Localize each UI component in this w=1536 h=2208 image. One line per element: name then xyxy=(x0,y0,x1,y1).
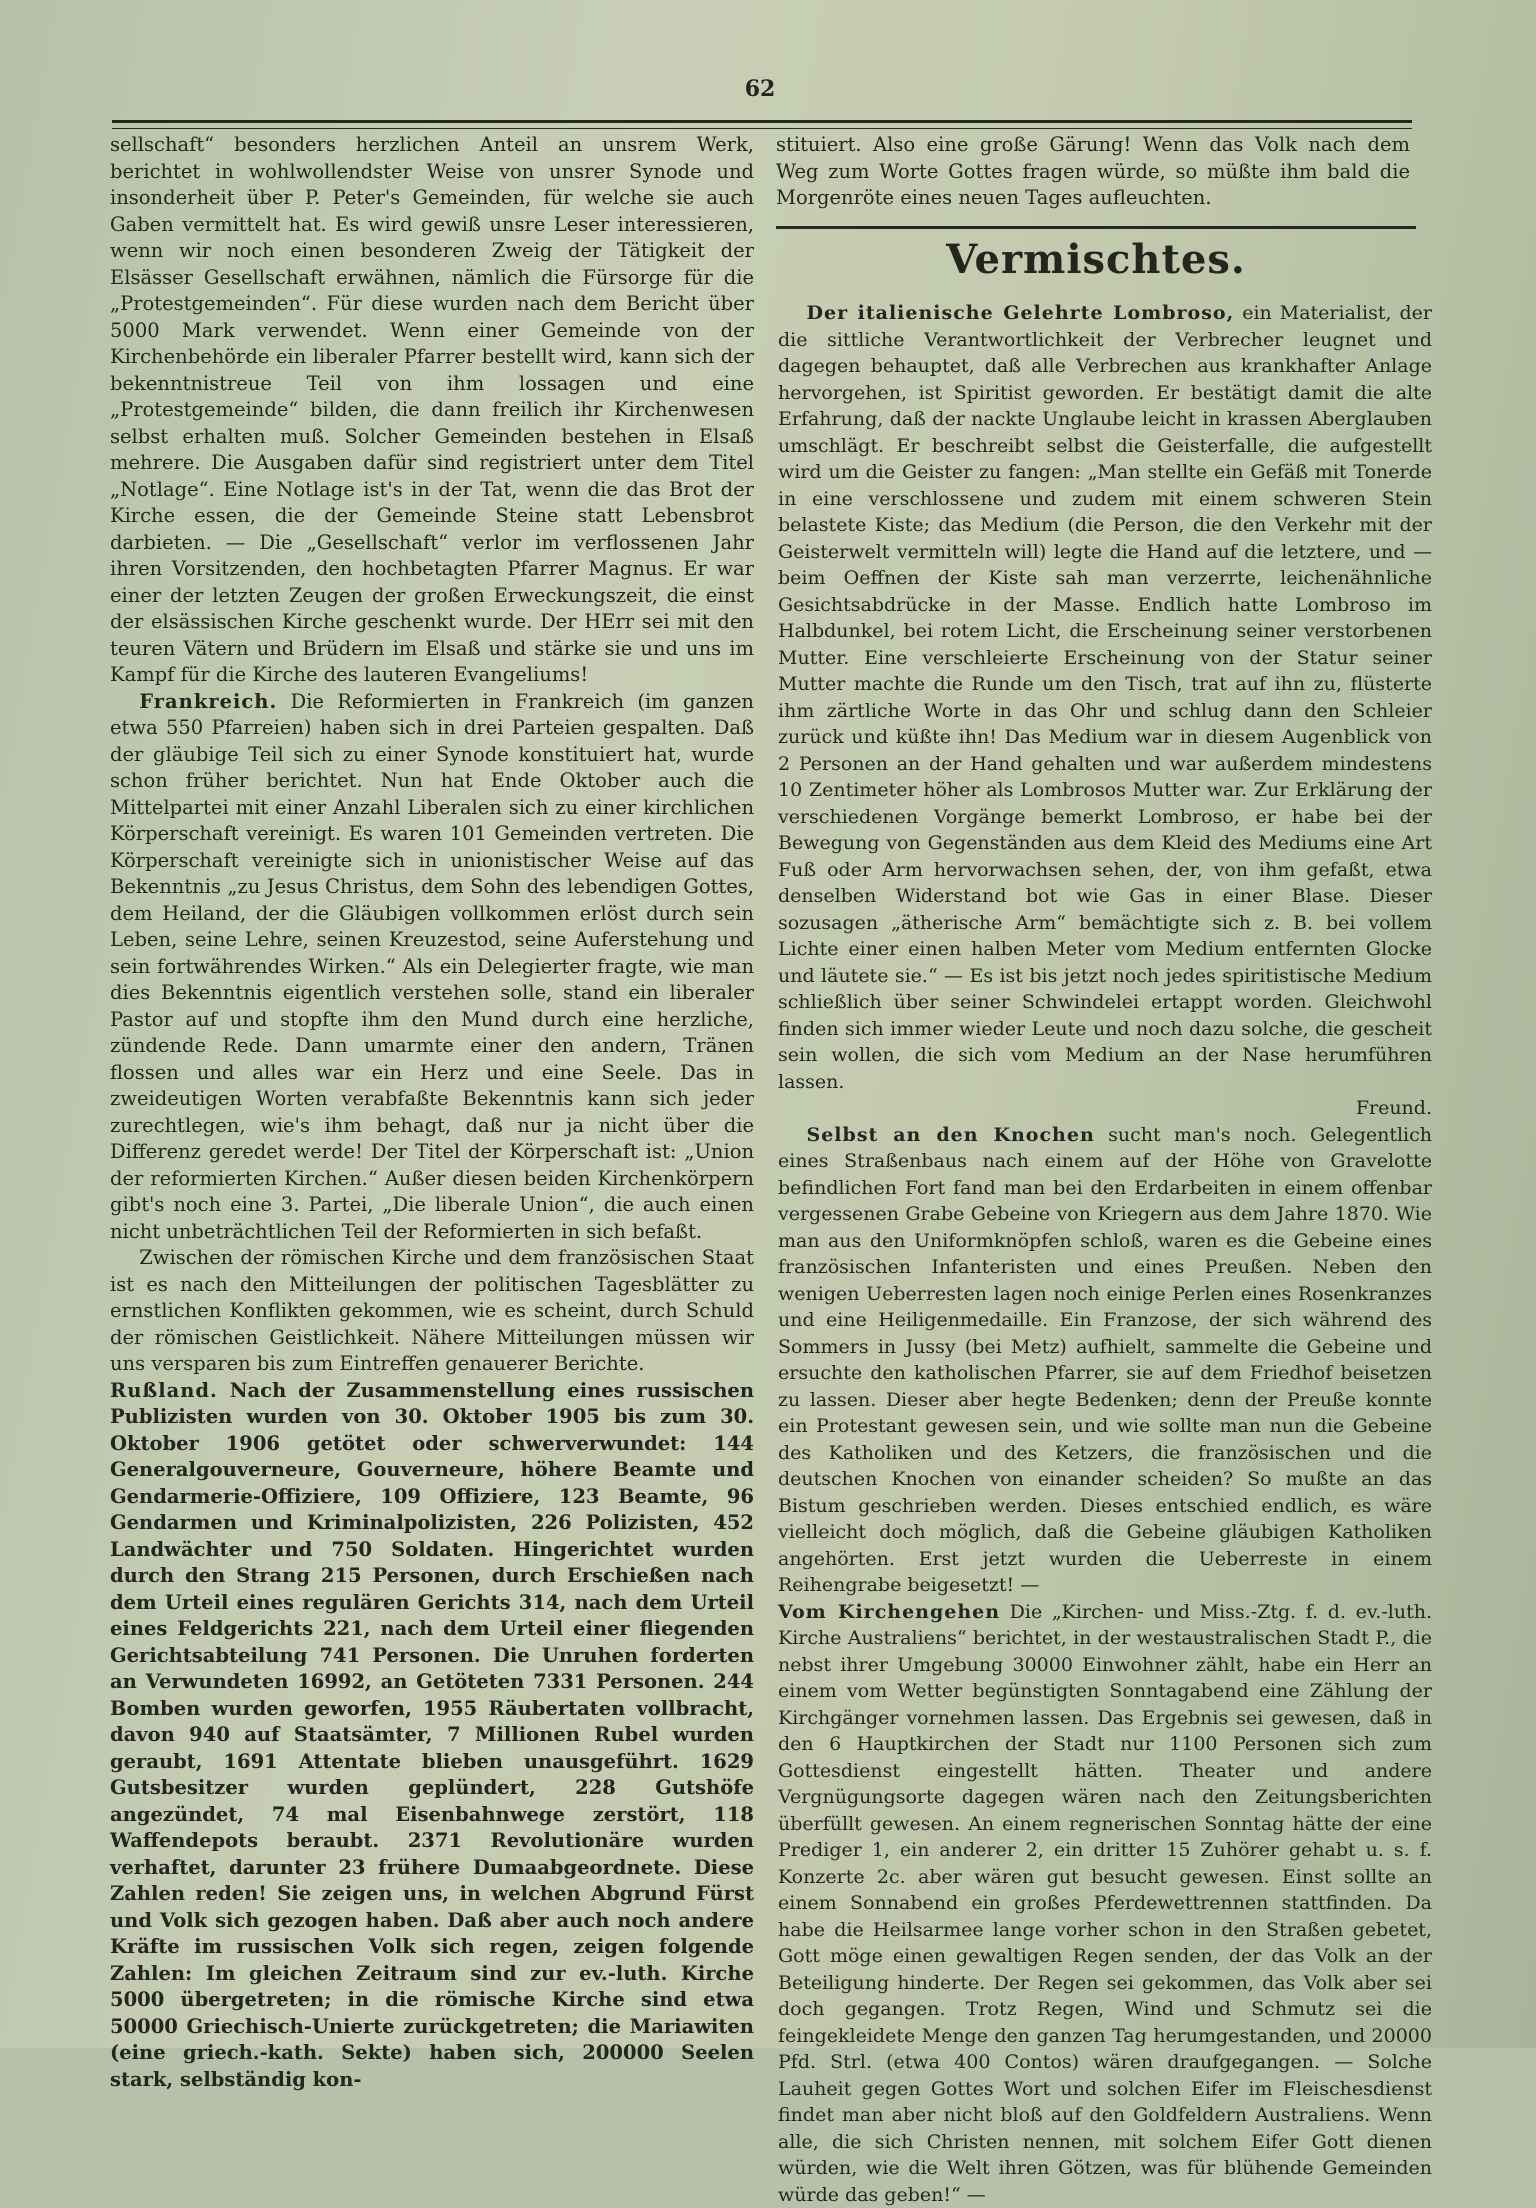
elsass-paragraph: sellschaft“ besonders herzlichen Anteil an unsrem Werk, berichtet in wohlwollendster Weise von unsrer Synode und insonderheit über P. Peter's Gemeinden, für welche sie auch Gaben vermittelt hat. Es wird gewiß unsre Leser interessieren, wenn wir noch einen besonderen Zweig der Tätigkeit der Elsässer Gesellschaft erwähnen, nämlich die Fürsorge für die „Protestgemeinden“. Für diese wurden nach dem Bericht über 5000 Mark verwendet. Wenn einer Gemeinde von der Kirchenbehörde ein liberaler Pfarrer bestellt wird, kann sich der bekenntnistreue Teil von ihm lossagen und eine „Protestgemeinde“ bilden, die dann freilich ihr Kirchenwesen selbst erhalten muß. Solcher Gemeinden bestehen in Elsaß mehrere. Die Ausgaben dafür sind registriert unter dem Titel „Notlage“. Eine Notlage ist's in der Tat, wenn die das Brot der Kirche essen, die der Gemeinde Steine statt Lebensbrot darbieten. — Die „Gesellschaft“ verlor im verflossenen Jahr ihren Vorsitzenden, den hochbetagten Pfarrer Magnus. Er war einer der letzten Zeugen der großen Erweckungszeit, die einst der elsässischen Kirche geschenkt wurde. Der HErr sei mit den teuren Vätern und Brüdern im Elsaß und stärke sie und uns im Kampf für die Kirche des lauteren Evangeliums! xyxy=(110,132,754,689)
lombroso-heading: Der italienische Gelehrte Lombroso, xyxy=(807,302,1235,324)
russland-text: Nach der Zusammenstellung eines russischen Publizisten wurden von 30. Oktober 1905 bis zum 30. Oktober 1906 getötet oder schwerverwundet: 144 Generalgouverneure, Gouverneure, höhere Beamte und Gendarmerie-Offiziere, 109 Offiziere, 123 Beamte, 96 Gendarmen und Kriminalpolizisten, 226 Polizisten, 452 Landwächter und 750 Soldaten. Hingerichtet wurden durch den Strang 215 Personen, durch Erschießen nach dem Urteil eines regulären Gerichts 314, nach dem Urteil eines Feldgerichts 221, nach dem Urteil einer fliegenden Gerichtsabteilung 741 Personen. Die Unruhen forderten an Verwundeten 16992, an Getöteten 7331 Personen. 244 Bomben wurden geworfen, 1955 Räubertaten vollbracht, davon 940 auf Staatsämter, 7 Millionen Rubel wurden geraubt, 1691 Attentate blieben unausgeführt. 1629 Gutsbesitzer wurden geplündert, 228 Gutshöfe angezündet, 74 mal Eisenbahnwege zerstört, 118 Waffendepots beraubt. 2371 Revolutionäre wurden verhaftet, darunter 23 frühere Dumaabgeordnete. Diese Zahlen reden! Sie zeigen uns, in welchen Abgrund Fürst und Volk sich gezogen haben. Daß aber auch noch andere Kräfte im russischen Volk sich regen, zeigen folgende Zahlen: Im gleichen Zeitraum sind zur ev.-luth. Kirche 5000 übergetreten; in die römische Kirche sind etwa 50000 Griechisch-Unierte zurückgetreten; die Mariawiten (eine griech.-kath. Sekte) haben sich, 200000 Seelen stark, selbständig kon- xyxy=(110,1379,754,2091)
page-number: 62 xyxy=(730,76,790,102)
russland-heading: Rußland. xyxy=(110,1379,218,1402)
kirchengehen-text: Die „Kirchen- und Miss.-Ztg. f. d. ev.-luth. Kirche Australiens“ berichtet, in der westaustralischen Stadt P., die nebst ihrer Umgebung 30000 Einwohner zählt, habe ein Herr an einem vom Wetter begünstigten Sonntagabend eine Zählung der Kirchgänger vornehmen lassen. Das Ergebnis sei gewesen, daß in den 6 Hauptkirchen der Stadt nur 1100 Personen sich zum Gottesdienst eingestellt hätten. Theater und andere Vergnügungsorte dagegen wären nach den Zeitungsberichten überfüllt gewesen. An einem regnerischen Sonntag hätte der eine Prediger 1, ein anderer 2, ein dritter 15 Zuhörer gehabt u. s. f. Konzerte 2c. aber wären gut besucht gewesen. Einst sollte an einem Sonnabend ein großes Pferdewettrennen stattfinden. Da habe die Heilsarmee lange vorher schon in den Straßen gebetet, Gott möge einen gewaltigen Regen senden, der das Volk an der Beteiligung hinderte. Der Regen sei gekommen, das Volk aber sei doch gegangen. Trotz Regen, Wind und Schmutz sei die feingekleidete Menge den ganzen Tag herumgestanden, und 20000 Pfd. Strl. (etwa 400 Contos) wären draufgegangen. — Solche Lauheit gegen Gottes Wort und solchen Eifer im Fleischesdienst findet man aber nicht bloß auf den Goldfeldern Australiens. Wenn alle, die sich Christen nennen, mit solchem Eifer Gott dienen würden, wie die Welt ihren Götzen, was für blühende Gemeinden würde das geben!“ — xyxy=(778,1601,1432,2206)
section-rule xyxy=(776,226,1416,232)
lombroso-paragraph xyxy=(778,300,1432,1095)
lombroso-text: ein Materialist, der die sittliche Verantwortlichkeit der Verbrecher leugnet und dagegen behauptet, daß alle Verbrechen aus krankhafter Anlage hervorgehen, ist Spiritist geworden. Er bestätigt damit die alte Erfahrung, daß der nackte Unglaube leicht in krassen Aberglauben umschlägt. Er beschreibt selbst die Geisterfalle, die aufgestellt wird um die Geister zu fangen: „Man stellte ein Gefäß mit Tonerde in eine verschlossene und zudem mit einem schweren Stein belastete Kiste; das Medium (die Person, die den Verkehr mit der Geisterwelt vermitteln will) legte die Hand auf die letztere, und — beim Oeffnen der Kiste sah man verzerrte, leichenähnliche Gesichtsabdrücke in der Masse. Endlich hatte Lombroso im Halbdunkel, bei rotem Licht, die Erscheinung seiner verstorbenen Mutter. Eine verschleierte Erscheinung von der Statur seiner Mutter machte die Runde um den Tisch, trat auf ihn zu, flüsterte ihm zärtliche Worte in das Ohr und schlug dann den Schleier zurück und küßte ihn! Das Medium war in diesem Augenblick von 2 Personen an der Hand gehalten und war außerdem mindestens 10 Zentimeter höher als Lombrosos Mutter war. Zur Erklärung der verschiedenen Vorgänge bemerkt Lombroso, er habe bei der Bewegung von Gegenständen aus dem Kleid des Mediums eine Art Fuß oder Arm hervorwachsen sehen, der, von ihm gefaßt, etwa denselben Widerstand bot wie Gas in einer Blase. Dieser sozusagen „ätherische Arm“ bemächtigte sich z. B. bei vollem Lichte einer einen halben Meter vom Medium entfernten Glocke und läutete sie.“ — Es ist bis jetzt noch jedes spiritistische Medium schließlich über seiner Schwindelei ertappt worden. Gleichwohl finden sich immer wieder Leute und noch dazu solche, die gescheit sein wollen, die sich vom Medium an der Nase herumführen lassen. xyxy=(778,302,1432,1093)
frankreich-heading: Frankreich. xyxy=(139,690,277,713)
kirchengehen-heading: Vom Kirchengehen xyxy=(778,1601,1000,1623)
knochen-text: sucht man's noch. Gelegentlich eines Straßenbaus nach einem auf der Höhe von Gravelotte befindlichen Fort fand man bei den Erdarbeiten in einem offenbar vergessenen Grabe Gebeine von Kriegern aus dem Jahre 1870. Wie man aus den Uniformknöpfen schloß, waren es die Gebeine eines französischen Infanteristen und eines Preußen. Neben den wenigen Ueberresten lagen noch einige Perlen eines Rosenkranzes und eine Heiligenmedaille. Ein Franzose, der sich während des Sommers in Jussy (bei Metz) aufhielt, sammelte die Gebeine und ersuchte den katholischen Pfarrer, sie auf dem Friedhof beisetzen zu lassen. Dieser aber hegte Bedenken; denn der Preuße konnte ein Protestant gewesen sein, und wie sollte man nun die Gebeine des Katholiken und des Ketzers, die französischen und die deutschen Knochen von einander scheiden? So mußte an das Bistum geschrieben werden. Dieses entschied endlich, es wäre vielleicht doch möglich, daß die Gebeine gläubigen Katholiken angehörten. Erst jetzt wurden die Ueberreste in einem Reihengrabe beigesetzt! — xyxy=(778,1124,1432,1597)
knochen-heading: Selbst an den Knochen xyxy=(807,1124,1095,1146)
lombroso-signature: Freund. xyxy=(778,1095,1432,1122)
right-column-top xyxy=(776,132,1410,212)
right-column xyxy=(778,300,1432,2208)
knochen-paragraph xyxy=(778,1122,1432,1599)
section-title-vermischtes: Vermischtes. xyxy=(776,236,1416,283)
frankreich-paragraph xyxy=(110,689,754,1246)
konflikt-paragraph: Zwischen der römischen Kirche und dem französischen Staat ist es nach den Mitteilungen der politischen Tagesblätter zu ernstlichen Konflikten gekommen, wie es scheint, durch Schuld der römischen Geistlichkeit. Nähere Mitteilungen müssen wir uns versparen bis zum Eintreffen genauerer Berichte. xyxy=(110,1245,754,1378)
kirchengehen-paragraph xyxy=(778,1599,1432,2208)
header-rule xyxy=(112,120,1412,129)
left-column xyxy=(110,132,754,2093)
russland-paragraph xyxy=(110,1378,754,2094)
russland-continuation: stituiert. Also eine große Gärung! Wenn das Volk nach dem Weg zum Worte Gottes fragen würde, so müßte ihm bald die Morgenröte eines neuen Tages aufleuchten. xyxy=(776,132,1410,212)
frankreich-text: Die Reformierten in Frankreich (im ganzen etwa 550 Pfarreien) haben sich in drei Parteien gespalten. Daß der gläubige Teil sich zu einer Synode konstituiert hat, wurde schon früher berichtet. Nun hat Ende Oktober auch die Mittelpartei mit einer Anzahl Liberalen sich zu einer kirchlichen Körperschaft vereinigt. Es waren 101 Gemeinden vertreten. Die Körperschaft vereinigte sich in unionistischer Weise auf das Bekenntnis „zu Jesus Christus, dem Sohn des lebendigen Gottes, dem Heiland, der die Gläubigen vollkommen erlöst durch sein Leben, seine Lehre, seinen Kreuzestod, seine Auferstehung und sein fortwährendes Wirken.“ Als ein Delegierter fragte, wie man dies Bekenntnis eigentlich verstehen solle, stand ein liberaler Pastor auf und stopfte ihm den Mund durch eine herzliche, zündende Rede. Dann umarmte einer den andern, Tränen flossen und alles war ein Herz und eine Seele. Das in zweideutigen Worten verabfaßte Bekenntnis kann sich jeder zurechtlegen, wie's ihm behagt, daß nur ja nicht über die Differenz geredet werde! Der Titel der Körperschaft ist: „Union der reformierten Kirchen.“ Außer diesen beiden Kirchenkörpern gibt's noch eine 3. Partei, „Die liberale Union“, die auch einen nicht unbeträchtlichen Teil der Reformierten in sich befaßt. xyxy=(110,690,754,1243)
